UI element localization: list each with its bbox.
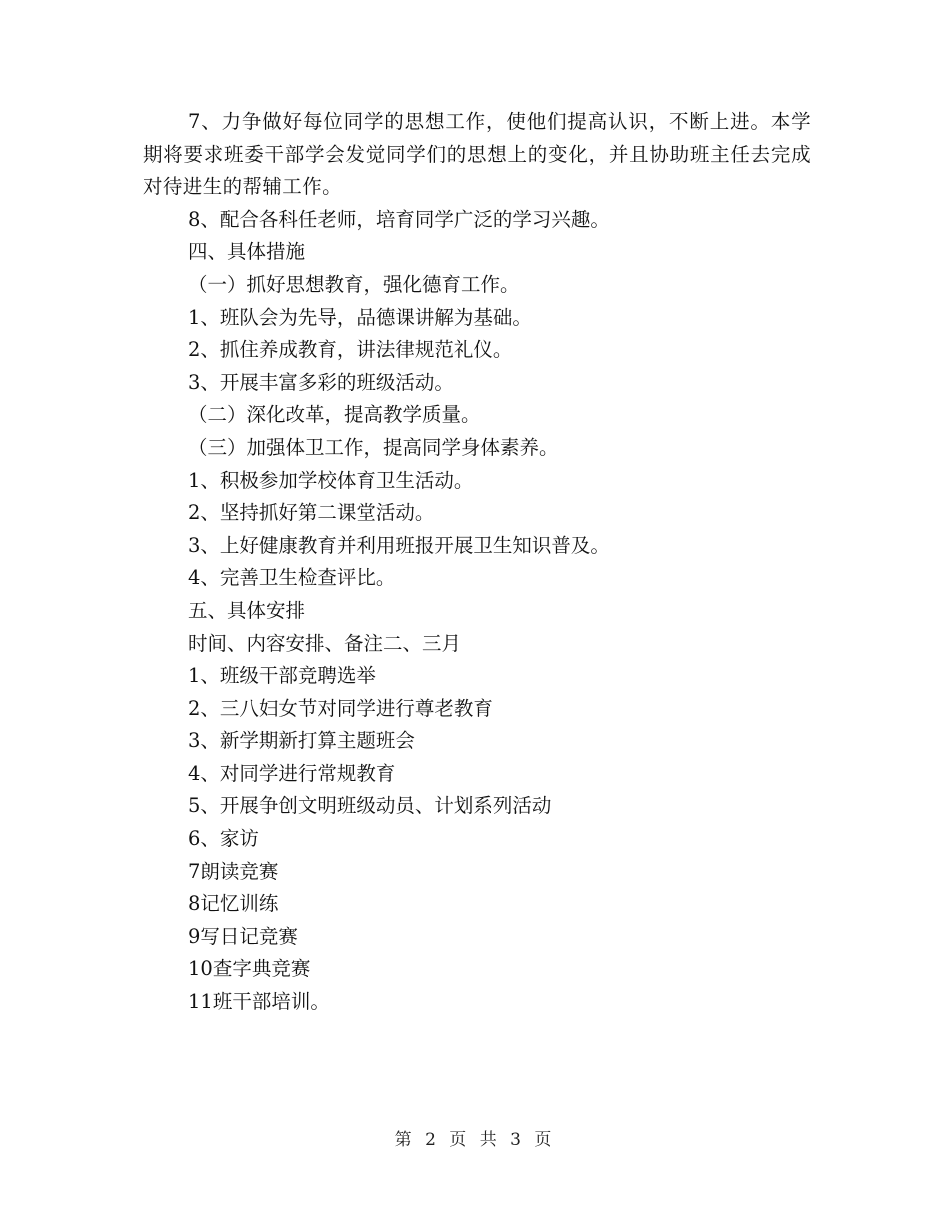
list-item: 4、对同学进行常规教育 [188, 761, 396, 785]
list-item: 4、完善卫生检查评比。 [188, 566, 396, 590]
list-item: 8记忆训练 [188, 892, 279, 916]
list-item: 1、班级干部竞聘选举 [188, 664, 376, 688]
paragraph-2: 8、配合各科任老师，培育同学广泛的学习兴趣。 [188, 207, 610, 231]
list-item: 9写日记竞赛 [188, 924, 298, 948]
list-item: 3、开展丰富多彩的班级活动。 [188, 370, 454, 394]
subheading-1: （一）抓好思想教育，强化德育工作。 [188, 272, 520, 296]
schedule-header: 时间、内容安排、备注二、三月 [188, 631, 462, 655]
list-item: 2、抓住养成教育，讲法律规范礼仪。 [188, 338, 513, 362]
paragraph-1: 7、力争做好每位同学的思想工作，使他们提高认识，不断上进。本学期将要求班委干部学会发觉同学们的思想上的变化，并且协助班主任去完成对待进生的帮辅工作。 [143, 110, 811, 199]
list-item: 2、三八妇女节对同学进行尊老教育 [188, 696, 493, 720]
document-body [143, 106, 811, 1019]
list-item: 6、家访 [188, 827, 259, 851]
subheading-2: （二）深化改革，提高教学质量。 [188, 403, 481, 427]
section-heading-5: 五、具体安排 [188, 598, 306, 622]
section-heading-4: 四、具体措施 [188, 240, 306, 264]
list-item: 11班干部培训。 [188, 990, 330, 1014]
list-item: 1、积极参加学校体育卫生活动。 [188, 468, 474, 492]
list-item: 3、上好健康教育并利用班报开展卫生知识普及。 [188, 533, 610, 557]
list-item: 1、班队会为先导，品德课讲解为基础。 [188, 305, 532, 329]
list-item: 2、坚持抓好第二课堂活动。 [188, 501, 435, 525]
list-item: 10查字典竞赛 [188, 957, 311, 981]
list-item: 5、开展争创文明班级动员、计划系列活动 [188, 794, 552, 818]
list-item: 3、新学期新打算主题班会 [188, 729, 415, 753]
page-number-footer: 第 2 页 共 3 页 [394, 1130, 556, 1150]
list-item: 7朗读竞赛 [188, 859, 279, 883]
subheading-3: （三）加强体卫工作，提高同学身体素养。 [188, 435, 559, 459]
